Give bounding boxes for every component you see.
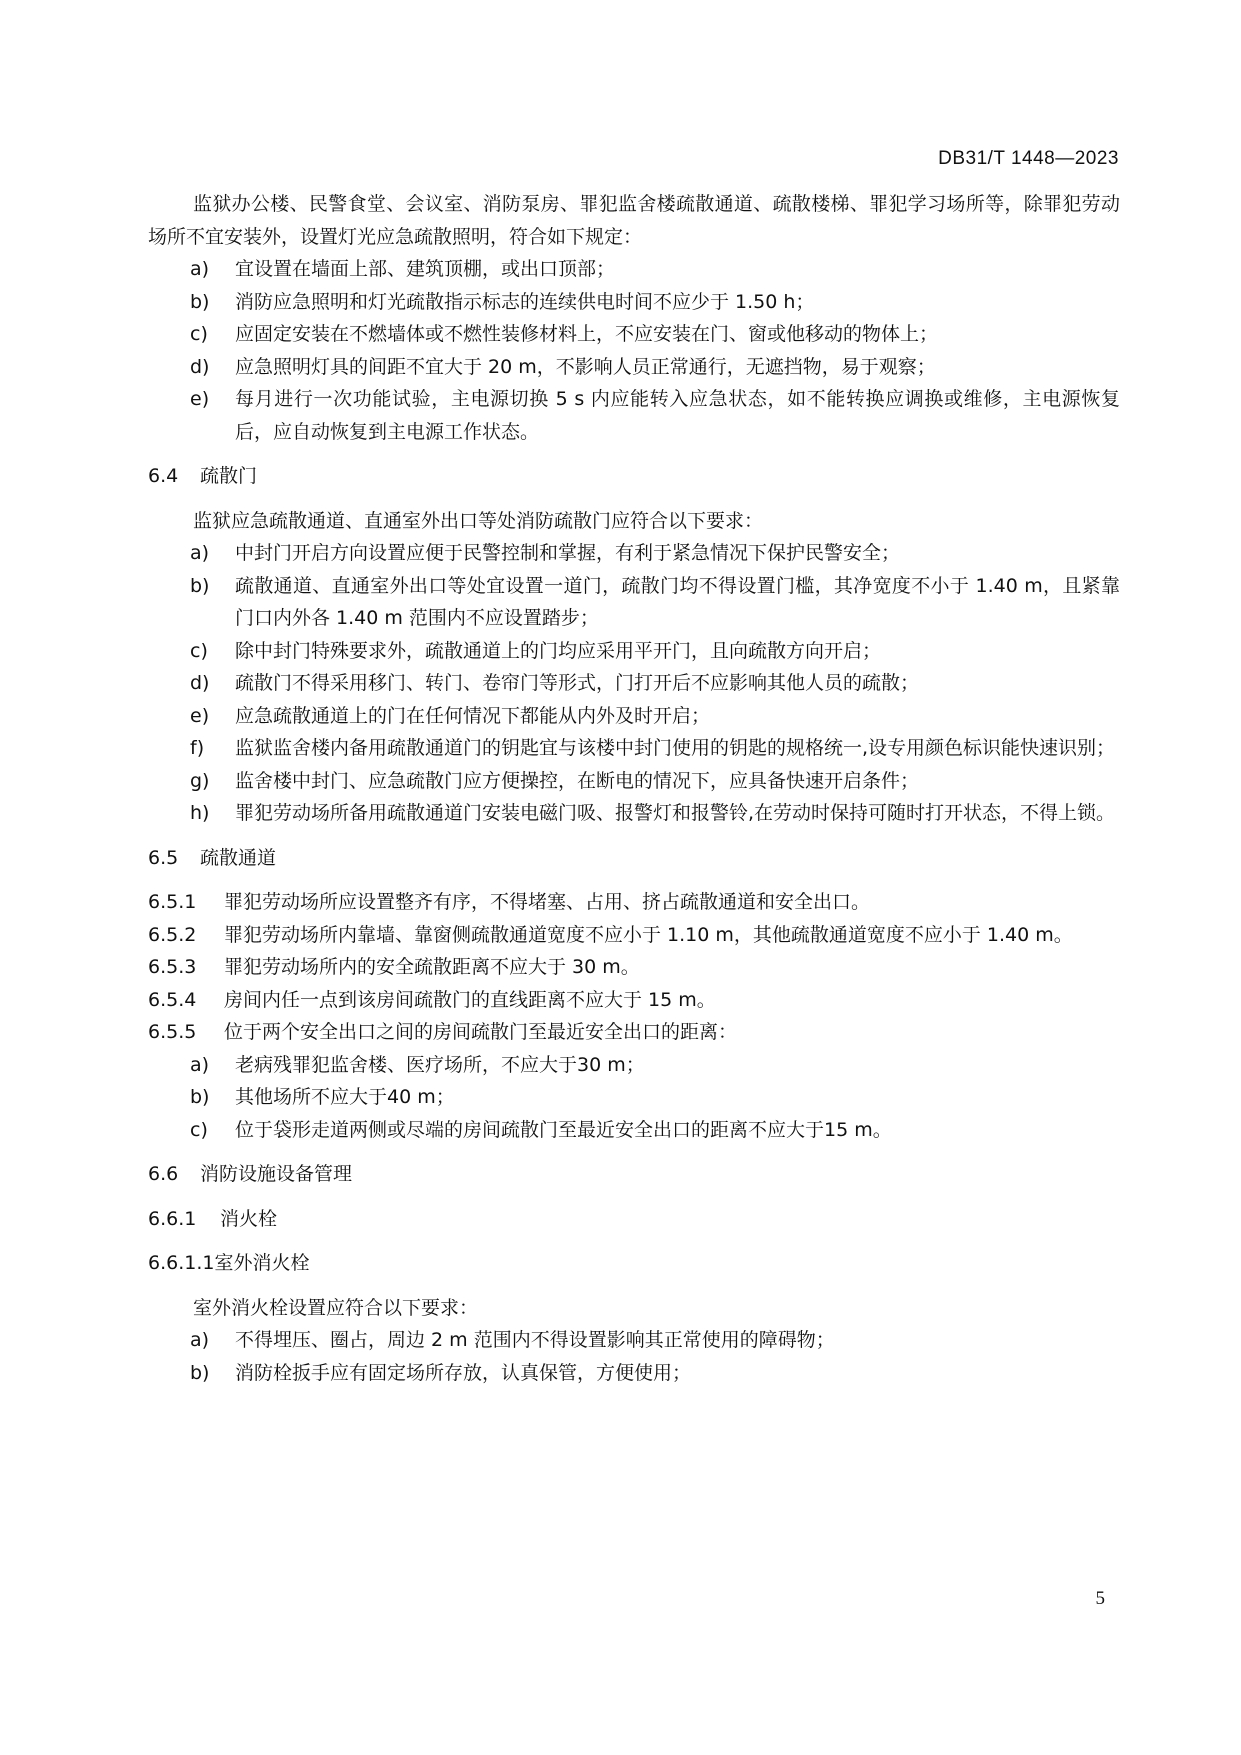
- section-lead: 监狱应急疏散通道、直通室外出口等处消防疏散门应符合以下要求：: [193, 509, 764, 532]
- list-marker: b): [190, 1361, 210, 1384]
- clause-text: 位于两个安全出口之间的房间疏散门至最近安全出口的距离：: [224, 1021, 738, 1043]
- list-item: [148, 732, 1120, 765]
- list-text: 监舍楼中封门、应急疏散门应方便操控，在断电的情况下，应具备快速开启条件；: [235, 769, 920, 792]
- section-heading-6-6: [148, 1158, 1120, 1191]
- list-marker: b): [190, 574, 210, 597]
- clause-6-5-1: [148, 886, 1120, 919]
- list-item: [148, 797, 1120, 830]
- intro-list: [148, 253, 1120, 448]
- clause-number: 6.5.5: [148, 1021, 197, 1043]
- section-title: 疏散通道: [200, 846, 277, 869]
- clause-number: 6.5.1: [148, 891, 197, 913]
- document-code: DB31/T 1448—2023: [938, 148, 1119, 169]
- list-text: 不得埋压、圈占，周边 2 m 范围内不得设置影响其正常使用的障碍物；: [235, 1329, 835, 1351]
- list-marker: c): [190, 323, 208, 345]
- section-title: 室外消火栓: [214, 1252, 310, 1274]
- list-marker: e): [190, 388, 210, 410]
- list-marker: h): [190, 802, 210, 824]
- section-title: 消火栓: [220, 1207, 278, 1230]
- section-number: 6.6.1.1: [148, 1252, 215, 1274]
- list-text: 老病残罪犯监舍楼、医疗场所，不应大于30 m；: [235, 1053, 645, 1076]
- section-heading-6-6-1: [148, 1203, 1120, 1236]
- list-marker: c): [190, 639, 208, 662]
- clause-6-5-4: [148, 984, 1120, 1017]
- clause-6-5-5: [148, 1016, 1120, 1049]
- section-6-4-list: [148, 537, 1120, 830]
- clause-6-5-2: [148, 919, 1120, 952]
- clause-text: 罪犯劳动场所应设置整齐有序，不得堵塞、占用、挤占疏散通道和安全出口。: [224, 891, 871, 913]
- list-text: 疏散门不得采用移门、转门、卷帘门等形式，门打开后不应影响其他人员的疏散；: [235, 672, 920, 694]
- list-text: 中封门开启方向设置应便于民警控制和掌握，有利于紧急情况下保护民警安全；: [235, 542, 901, 564]
- section-heading-6-6-1-1: [148, 1247, 1120, 1280]
- list-item: [148, 537, 1120, 570]
- section-number: 6.6: [148, 1163, 179, 1185]
- list-marker: a): [190, 542, 210, 564]
- list-item: [148, 383, 1120, 448]
- list-text: 宜设置在墙面上部、建筑顶棚，或出口顶部；: [235, 258, 616, 280]
- list-marker: b): [190, 1086, 210, 1108]
- clause-text: 罪犯劳动场所内的安全疏散距离不应大于 30 m。: [224, 956, 640, 978]
- list-marker: a): [190, 258, 210, 280]
- section-heading-6-5: [148, 842, 1120, 875]
- section-number: 6.5: [148, 846, 179, 869]
- list-item: [148, 1114, 1120, 1147]
- list-marker: b): [190, 290, 210, 313]
- section-title: 消防设施设备管理: [200, 1163, 353, 1185]
- clause-text: 房间内任一点到该房间疏散门的直线距离不应大于 15 m。: [224, 988, 716, 1011]
- list-text: 疏散通道、直通室外出口等处宜设置一道门，疏散门均不得设置门槛，其净宽度不小于 1.40 m，且紧靠门口内外各 1.40 m 范围内不应设置踏步；: [235, 574, 1120, 629]
- list-text: 应固定安装在不燃墙体或不燃性装修材料上，不应安装在门、窗或他移动的物体上；: [235, 323, 939, 345]
- list-text: 消防栓扳手应有固定场所存放，认真保管，方便使用；: [235, 1361, 692, 1384]
- list-item: [148, 351, 1120, 384]
- list-item: [148, 635, 1120, 668]
- list-item: [148, 1324, 1120, 1357]
- list-text: 罪犯劳动场所备用疏散通道门安装电磁门吸、报警灯和报警铃,在劳动时保持可随时打开状态，不得上锁。: [235, 802, 1116, 824]
- list-text: 每月进行一次功能试验，主电源切换 5 s 内应能转入应急状态，如不能转换应调换或维修，主电源恢复后，应自动恢复到主电源工作状态。: [235, 388, 1120, 443]
- list-text: 应急疏散通道上的门在任何情况下都能从内外及时开启；: [235, 704, 711, 727]
- list-item: [148, 700, 1120, 733]
- list-marker: a): [190, 1053, 210, 1076]
- list-marker: e): [190, 704, 210, 727]
- page-content: [148, 188, 1120, 1389]
- list-marker: c): [190, 1118, 208, 1141]
- list-item: [148, 765, 1120, 798]
- list-item: [148, 667, 1120, 700]
- list-text: 位于袋形走道两侧或尽端的房间疏散门至最近安全出口的距离不应大于15 m。: [235, 1118, 892, 1141]
- list-item: [148, 1081, 1120, 1114]
- list-marker: a): [190, 1329, 210, 1351]
- list-text: 监狱监舍楼内备用疏散通道门的钥匙宜与该楼中封门使用的钥匙的规格统一,设专用颜色标识能快速识别；: [235, 737, 1116, 759]
- clause-6-5-5-list: [148, 1049, 1120, 1147]
- list-item: [148, 253, 1120, 286]
- clause-number: 6.5.4: [148, 988, 197, 1011]
- list-marker: d): [190, 672, 210, 694]
- page-number: 5: [1095, 1588, 1105, 1609]
- section-heading-6-4: [148, 460, 1120, 493]
- section-number: 6.4: [148, 465, 179, 487]
- section-6-6-1-1-list: [148, 1324, 1120, 1389]
- clause-number: 6.5.2: [148, 923, 197, 946]
- clause-number: 6.5.3: [148, 956, 197, 978]
- section-lead: 室外消火栓设置应符合以下要求：: [193, 1296, 479, 1319]
- list-item: [148, 286, 1120, 319]
- section-title: 疏散门: [200, 465, 258, 487]
- list-text: 消防应急照明和灯光疏散指示标志的连续供电时间不应少于 1.50 h；: [235, 290, 815, 313]
- list-text: 应急照明灯具的间距不宜大于 20 m，不影响人员正常通行，无遮挡物，易于观察；: [235, 355, 936, 378]
- list-item: [148, 570, 1120, 635]
- section-number: 6.6.1: [148, 1207, 197, 1230]
- list-marker: d): [190, 355, 210, 378]
- list-item: [148, 1357, 1120, 1390]
- intro-paragraph: 监狱办公楼、民警食堂、会议室、消防泵房、罪犯监舍楼疏散通道、疏散楼梯、罪犯学习场所等，除罪犯劳动场所不宜安装外，设置灯光应急疏散照明，符合如下规定：: [148, 193, 1120, 248]
- list-text: 除中封门特殊要求外，疏散通道上的门均应采用平开门，且向疏散方向开启；: [235, 639, 882, 662]
- list-marker: f): [190, 737, 205, 759]
- list-marker: g): [190, 769, 210, 792]
- list-item: [148, 318, 1120, 351]
- list-text: 其他场所不应大于40 m；: [235, 1086, 455, 1108]
- list-item: [148, 1049, 1120, 1082]
- clause-6-5-3: [148, 951, 1120, 984]
- clause-text: 罪犯劳动场所内靠墙、靠窗侧疏散通道宽度不应小于 1.10 m，其他疏散通道宽度不应小于 1.40 m。: [224, 923, 1073, 946]
